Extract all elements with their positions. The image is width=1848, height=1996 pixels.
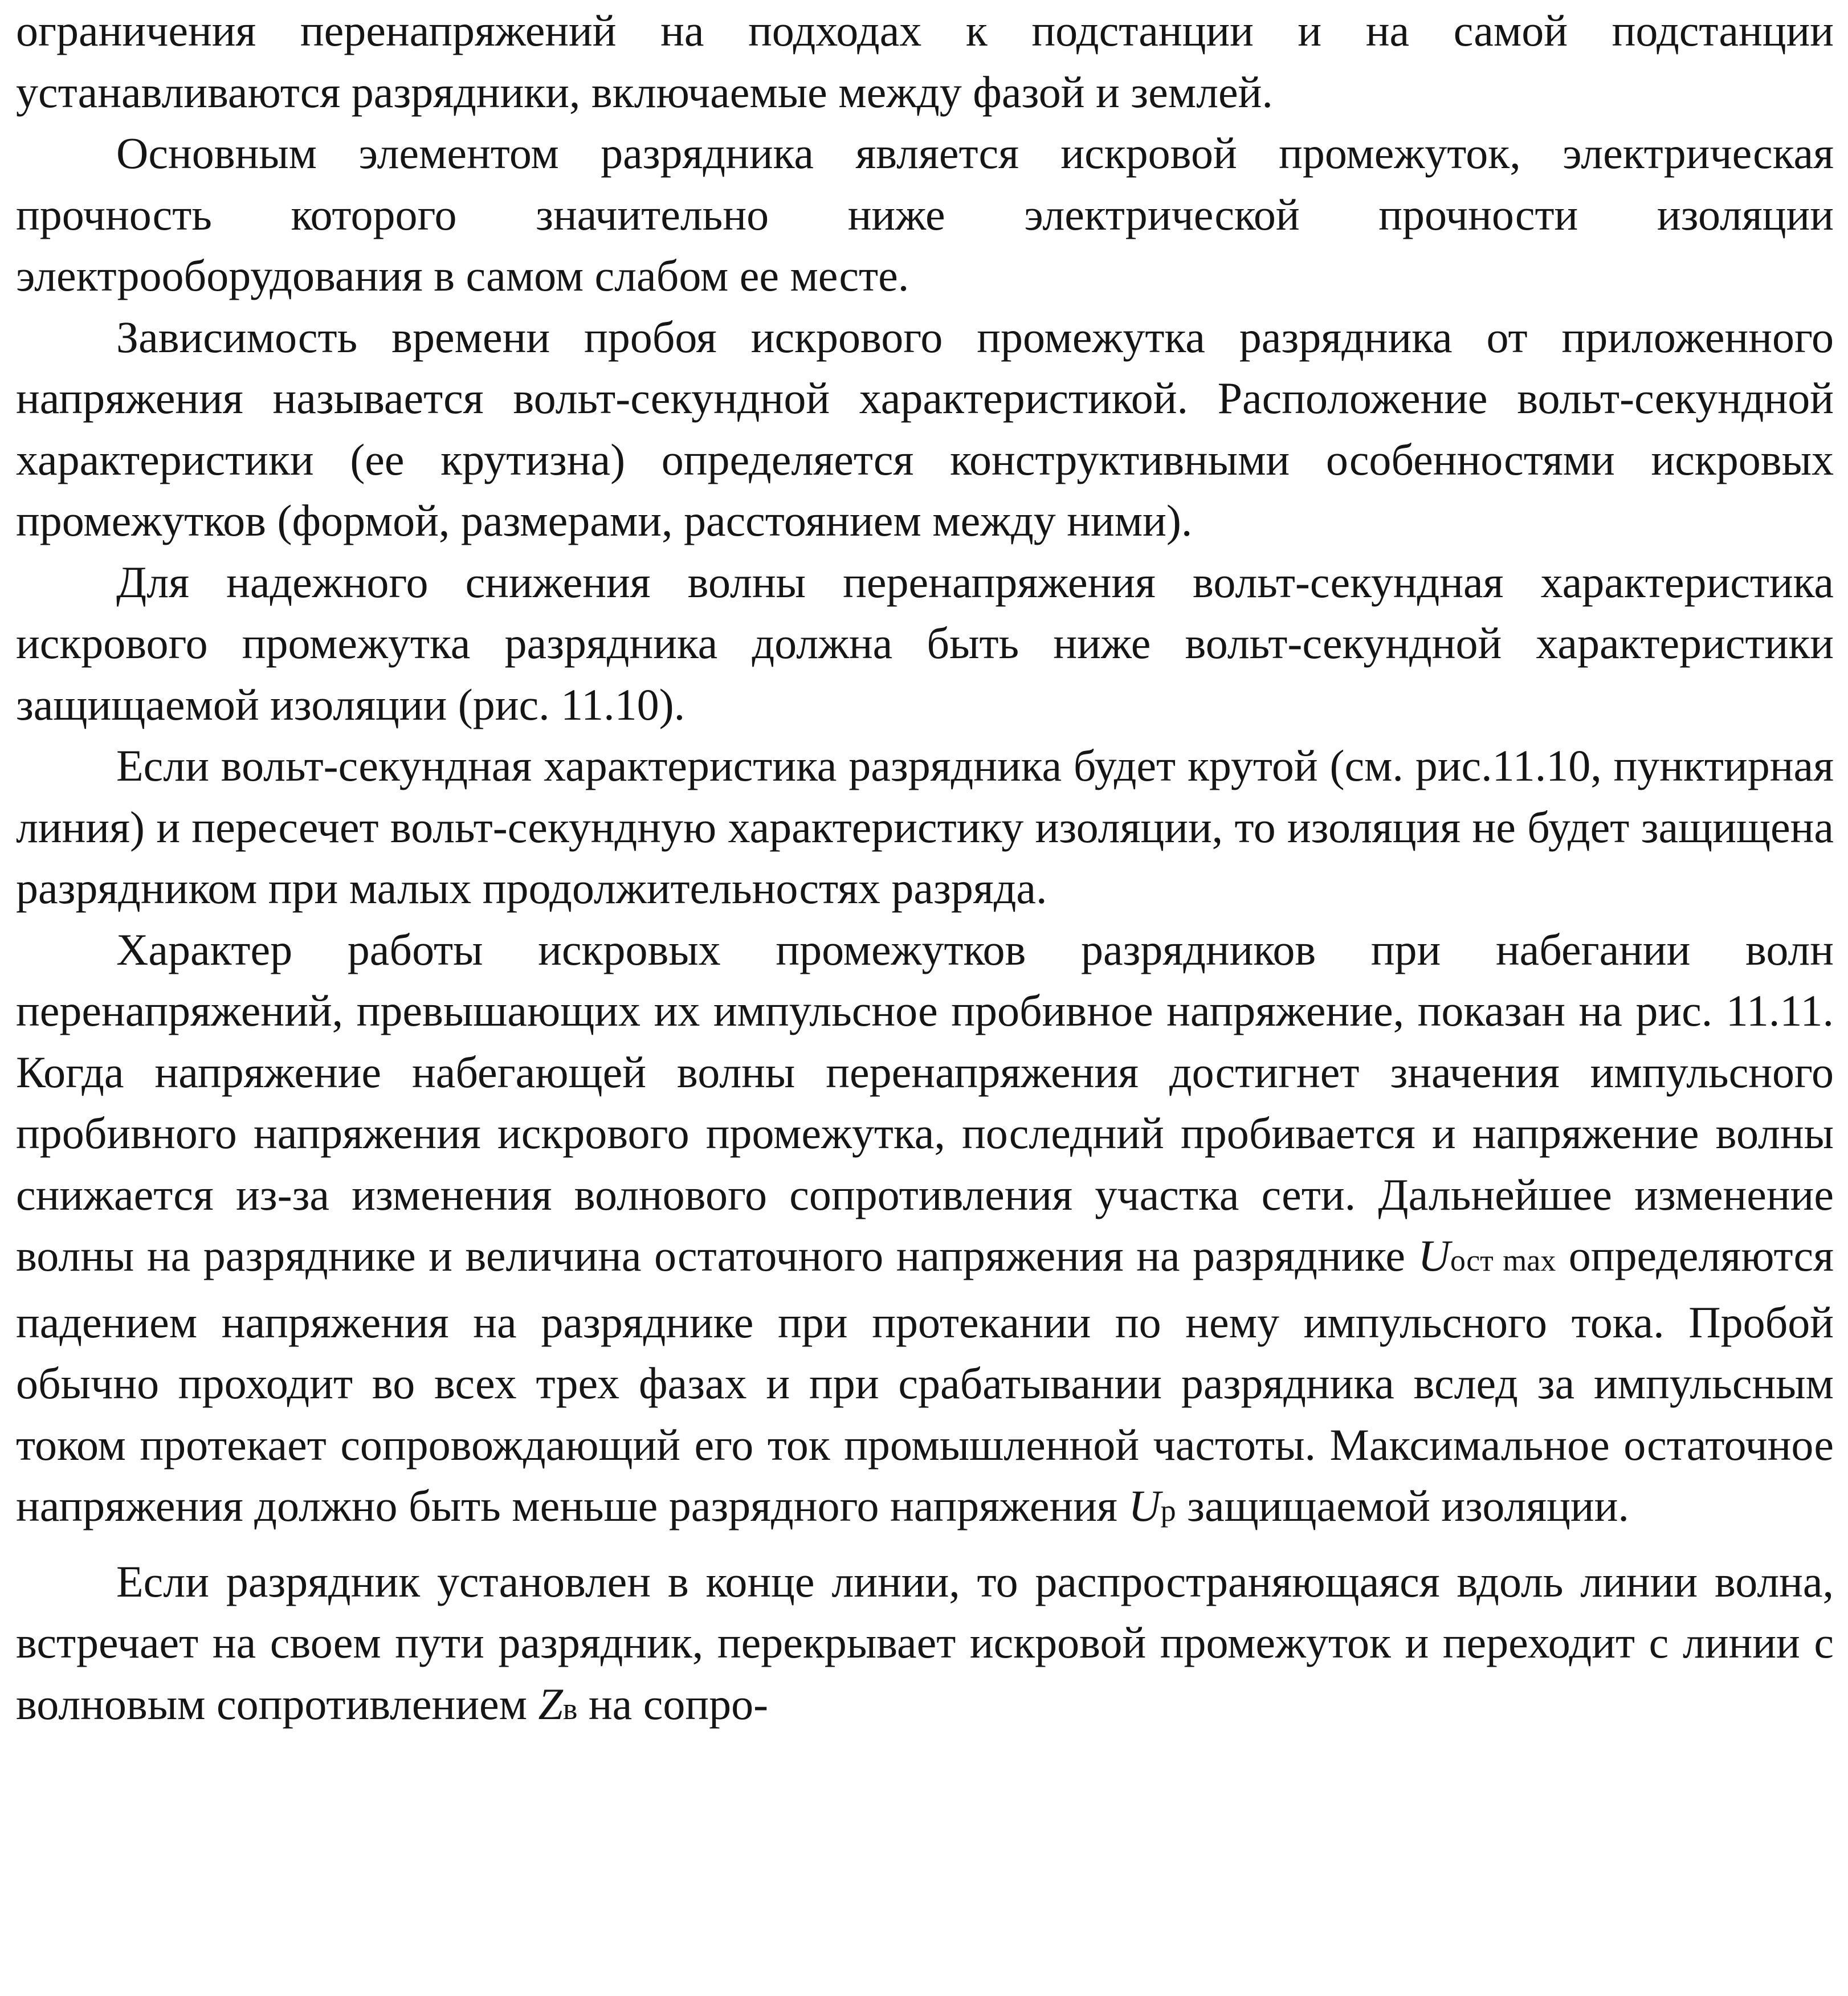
paragraph-volt-second: Зависимость времени пробоя искрового промежутка разрядника от приложенного напряжения называется вольт-секундной характеристикой. Расположение вольт-секундной характеристики (ее крутизна) определяется конструктивными особенностями искровых промежутков (формой, размерами, расстоянием между ними).: [16, 312, 1834, 545]
paragraph-line-end-part1: Если разрядник установлен в конце линии, то распространяющаяся вдоль линии волна, встречает на своем пути разрядник, перекрывает искровой промежуток и переходит с линии с волновым сопротивлением: [16, 1556, 1834, 1729]
symbol-u-residual: U: [1418, 1231, 1450, 1280]
subscript-wave: в: [562, 1691, 578, 1726]
paragraph-reliable-reduction: Для надежного снижения волны перенапряжения вольт-секундная характеристика искрового промежутка разрядника должна быть ниже вольт-секундной характеристики защищаемой изоляции (рис. 11.10).: [16, 557, 1834, 729]
paragraph-steep-characteristic: Если вольт-секундная характеристика разрядника будет крутой (см. рис.11.10, пунктирная линия) и пересечет вольт-секундную характеристику изоляции, то изоляция не будет защищена разрядником при малых продолжительностях разряда.: [16, 741, 1834, 913]
symbol-u-discharge: U: [1128, 1481, 1161, 1530]
symbol-z-wave: Z: [538, 1679, 563, 1729]
paragraph-operation-part2: определяются падением напряжения на разряднике при протекании по нему импульсного тока. Пробой обычно проходит во всех трех фазах и при срабатывании разрядника вслед за импульсным током протекает сопровождающий его ток промышленной частоты. Максимальное остаточное напряжения должно быть меньше разрядного напряжения: [16, 1231, 1834, 1530]
subscript-residual-max: ост max: [1450, 1243, 1556, 1277]
paragraph-line-end: [16, 1551, 1834, 1740]
paragraph-line-end-part2: на сопро-: [577, 1679, 769, 1729]
subscript-discharge: р: [1160, 1493, 1176, 1528]
document-page: [16, 0, 1834, 1740]
paragraph-continuation: ограничения перенапряжений на подходах к подстанции и на самой подстанции устанавливаются разрядники, включаемые между фазой и землей.: [16, 6, 1834, 117]
paragraph-operation-part3: защищаемой изоляции.: [1176, 1481, 1629, 1530]
paragraph-spark-gap: Основным элементом разрядника является искровой промежуток, электрическая прочность которого значительно ниже электрической прочности изоляции электрооборудования в самом слабом ее месте.: [16, 128, 1834, 300]
paragraph-operation: [16, 919, 1834, 1542]
paragraph-operation-part1: Характер работы искровых промежутков разрядников при набегании волн перенапряжений, превышающих их импульсное пробивное напряжение, показан на рис. 11.11. Когда напряжение набегающей волны перенапряжения достигнет значения импульсного пробивного напряжения искрового промежутка, последний пробивается и напряжение волны снижается из-за изменения волнового сопротивления участка сети. Дальнейшее изменение волны на разряднике и величина остаточного напряжения на разряднике: [16, 924, 1834, 1280]
